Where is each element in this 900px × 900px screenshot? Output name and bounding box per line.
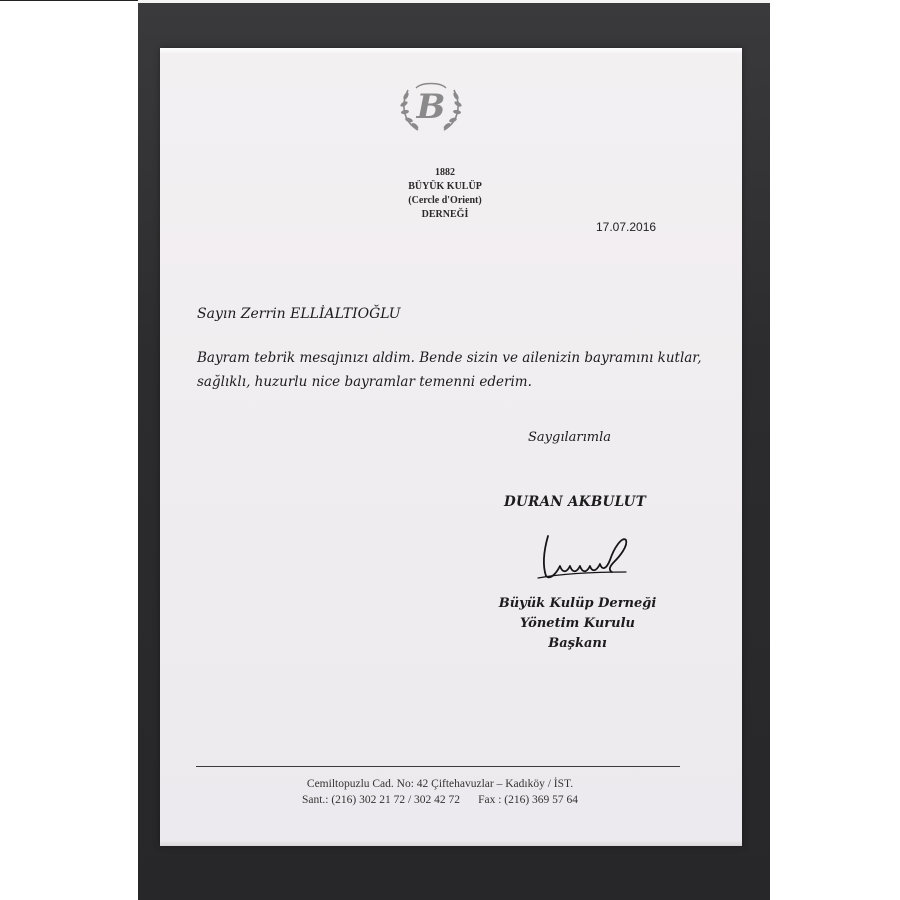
signer-title-line: Büyük Kulüp Derneği <box>498 596 657 611</box>
svg-text:B: B <box>416 87 446 127</box>
photo-top-edge <box>138 0 770 3</box>
handwritten-signature <box>530 526 640 586</box>
signer-title-line: Yönetim Kurulu Başkanı <box>520 616 635 651</box>
letter-body <box>197 346 717 394</box>
letter-date: 17.07.2016 <box>596 220 657 234</box>
letterhead-year: 1882 <box>435 167 455 178</box>
signer-name: DURAN AKBULUT <box>504 494 647 510</box>
footer-contacts <box>220 792 660 808</box>
frame-line <box>0 0 138 1</box>
letterhead-name: BÜYÜK KULÜP <box>408 181 482 192</box>
letterhead <box>360 166 530 222</box>
letterhead-subtitle: (Cercle d'Orient) <box>408 195 482 206</box>
footer-address: Cemiltopuzlu Cad. No: 42 Çiftehavuzlar – Kadıköy / İST. <box>306 778 574 790</box>
salutation: Sayın Zerrin ELLİALTIOĞLU <box>197 306 401 322</box>
club-emblem-icon <box>396 78 466 136</box>
closing: Saygılarımla <box>528 430 611 445</box>
letter-footer <box>220 776 660 808</box>
footer-fax: Fax : (216) 369 57 64 <box>478 794 579 806</box>
footer-phone: Sant.: (216) 302 21 72 / 302 42 72 <box>301 794 461 806</box>
letterhead-word: DERNEĞİ <box>421 209 469 220</box>
body-line: sağlıklı, huzurlu nice bayramlar temenni ederim. <box>197 374 532 390</box>
body-line: Bayram tebrik mesajınızı aldim. Bende sizin ve ailenizin bayramını kutlar, <box>197 350 702 366</box>
letter-paper <box>160 48 742 846</box>
footer-divider <box>196 766 680 767</box>
signer-title <box>490 594 665 654</box>
